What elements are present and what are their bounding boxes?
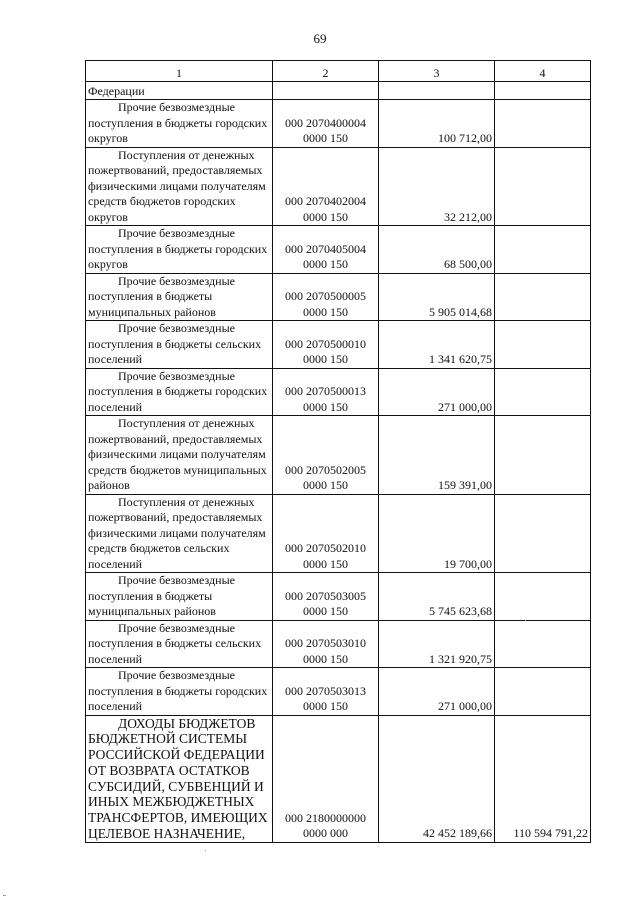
row-code: 000 2180000000 0000 000 <box>273 715 379 842</box>
header-row <box>86 61 591 82</box>
row-code: 000 2070405004 0000 150 <box>273 226 379 274</box>
scan-speck <box>525 620 526 621</box>
row-col4 <box>495 147 591 226</box>
budget-table <box>85 60 591 843</box>
row-col3: 5 745 623,68 <box>379 573 495 621</box>
row-col3: 32 212,00 <box>379 147 495 226</box>
row-name: Прочие безвозмездные поступления в бюджеты городских округов <box>86 226 273 274</box>
row-code: 000 2070502005 0000 150 <box>273 416 379 495</box>
row-code: 000 2070400004 0000 150 <box>273 100 379 148</box>
row-col3: 42 452 189,66 <box>379 715 495 842</box>
row-col3: 68 500,00 <box>379 226 495 274</box>
row-col4 <box>495 620 591 668</box>
table-row <box>86 668 591 716</box>
row-col4 <box>495 226 591 274</box>
row-col4: 110 594 791,22 <box>495 715 591 842</box>
row-code: 000 2070500005 0000 150 <box>273 273 379 321</box>
continuation-empty-3 <box>379 82 495 100</box>
row-col4 <box>495 494 591 573</box>
table-row <box>86 147 591 226</box>
row-name: Поступления от денежных пожертвований, предоставляемых физическими лицами получателям средств бюджетов муниципальных районов <box>86 416 273 495</box>
row-code: 000 2070500010 0000 150 <box>273 321 379 369</box>
table-row <box>86 573 591 621</box>
row-code: 000 2070503005 0000 150 <box>273 573 379 621</box>
table-row-total <box>86 715 591 842</box>
row-col4 <box>495 573 591 621</box>
row-name: Прочие безвозмездные поступления в бюджеты городских поселений <box>86 368 273 416</box>
row-name: ДОХОДЫ БЮДЖЕТОВ БЮДЖЕТНОЙ СИСТЕМЫ РОССИЙСКОЙ ФЕДЕРАЦИИ ОТ ВОЗВРАТА ОСТАТКОВ СУБСИДИЙ, СУБВЕНЦИЙ И ИНЫХ МЕЖБЮДЖЕТНЫХ ТРАНСФЕРТОВ, ИМЕЮЩИХ ЦЕЛЕВОЕ НАЗНАЧЕНИЕ, <box>86 715 273 842</box>
header-col-2: 2 <box>273 61 379 82</box>
header-col-3: 3 <box>379 61 495 82</box>
row-code: 000 2070402004 0000 150 <box>273 147 379 226</box>
row-col4 <box>495 273 591 321</box>
page-number: 69 <box>313 31 327 46</box>
row-name: Поступления от денежных пожертвований, предоставляемых физическими лицами получателям средств бюджетов сельских поселений <box>86 494 273 573</box>
row-code: 000 2070502010 0000 150 <box>273 494 379 573</box>
table-row <box>86 620 591 668</box>
table-row <box>86 273 591 321</box>
row-name: Прочие безвозмездные поступления в бюджеты муниципальных районов <box>86 273 273 321</box>
row-col4 <box>495 416 591 495</box>
table-row <box>86 321 591 369</box>
row-code: 000 2070503010 0000 150 <box>273 620 379 668</box>
header-col-4: 4 <box>495 61 591 82</box>
scan-speck <box>3 895 6 896</box>
table-row <box>86 416 591 495</box>
row-name: Прочие безвозмездные поступления в бюджеты городских поселений <box>86 668 273 716</box>
row-name: Прочие безвозмездные поступления в бюджеты городских округов <box>86 100 273 148</box>
row-col3: 271 000,00 <box>379 368 495 416</box>
table-row <box>86 494 591 573</box>
row-col3: 271 000,00 <box>379 668 495 716</box>
scan-speck <box>205 850 206 851</box>
row-code: 000 2070503013 0000 150 <box>273 668 379 716</box>
row-col4 <box>495 668 591 716</box>
table-row <box>86 100 591 148</box>
row-name: Поступления от денежных пожертвований, предоставляемых физическими лицами получателям средств бюджетов городских округов <box>86 147 273 226</box>
row-col4 <box>495 321 591 369</box>
row-col4 <box>495 100 591 148</box>
row-code: 000 2070500013 0000 150 <box>273 368 379 416</box>
row-col3: 159 391,00 <box>379 416 495 495</box>
table-row <box>86 226 591 274</box>
row-col3: 1 321 920,75 <box>379 620 495 668</box>
continuation-text: Федерации <box>86 82 273 100</box>
row-col3: 1 341 620,75 <box>379 321 495 369</box>
row-col3: 5 905 014,68 <box>379 273 495 321</box>
row-name: Прочие безвозмездные поступления в бюджеты сельских поселений <box>86 321 273 369</box>
continuation-row <box>86 82 591 100</box>
row-name: Прочие безвозмездные поступления в бюджеты сельских поселений <box>86 620 273 668</box>
continuation-empty-2 <box>273 82 379 100</box>
row-col3: 100 712,00 <box>379 100 495 148</box>
table-row <box>86 368 591 416</box>
continuation-empty-4 <box>495 82 591 100</box>
row-col3: 19 700,00 <box>379 494 495 573</box>
header-col-1: 1 <box>86 61 273 82</box>
row-col4 <box>495 368 591 416</box>
row-name: Прочие безвозмездные поступления в бюджеты муниципальных районов <box>86 573 273 621</box>
